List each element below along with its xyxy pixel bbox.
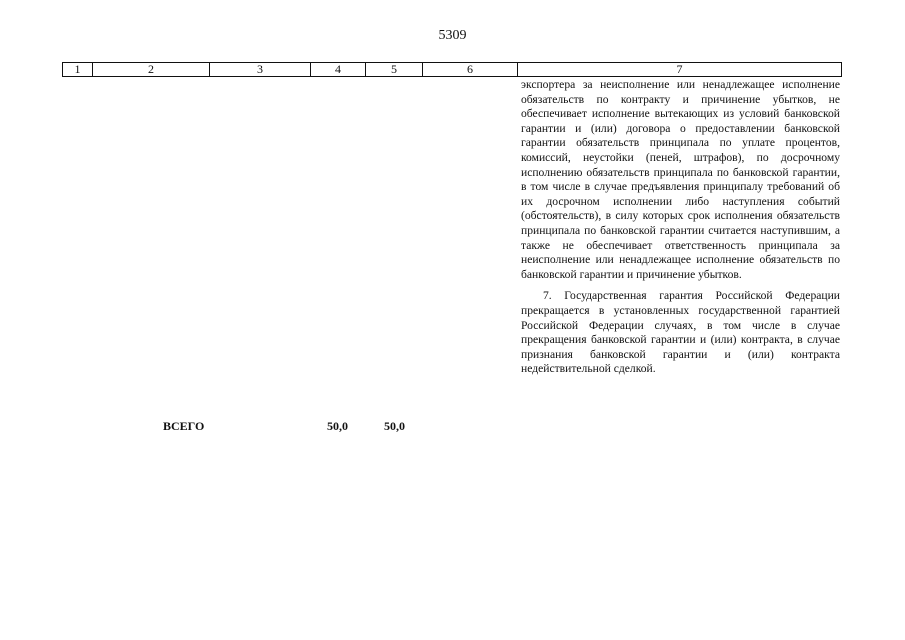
total-label: ВСЕГО — [163, 419, 205, 433]
total-column-4-value: 50,0 — [327, 419, 348, 433]
column-7-text — [521, 78, 840, 377]
column-header-1: 1 — [63, 63, 93, 76]
page-number: 5309 — [438, 28, 467, 43]
column-header-6: 6 — [423, 63, 518, 76]
paragraph-item-7: 7. Государственная гарантия Российской Федерации прекращается в установленных государственной гарантией Российской Федерации случаях, в том числе в случае прекращения банковской гарантии и (или) контракта, в случае признания банковской гарантии и (или) контракта недействительной сделкой. — [521, 289, 840, 376]
column-header-2: 2 — [93, 63, 210, 76]
total-column-5-value: 50,0 — [384, 419, 405, 433]
column-header-3: 3 — [210, 63, 311, 76]
column-header-4: 4 — [311, 63, 366, 76]
column-header-7: 7 — [676, 62, 683, 76]
table-header-row — [62, 62, 842, 77]
column-header-5: 5 — [366, 63, 423, 76]
paragraph-continuation: экспортера за неисполнение или ненадлежащее исполнение обязательств по контракту и причинение убытков, не обеспечивает исполнение вытекающих из условий банковской гарантии и (или) договора о предоставлении банковской гарантии обязательств принципала по уплате процентов, комиссий, неустойки (пеней, штрафов), по досрочному исполнению обязательств принципала по банковской гарантии, в том числе в случае предъявления принципалу требований об их досрочном исполнении либо наступления событий (обстоятельств), в силу которых срок исполнения обязательств принципала по банковской гарантии считается наступившим, а также не обеспечивает ответственность принципала за неисполнение или ненадлежащее исполнение обязательств по банковской гарантии и причинение убытков. — [521, 78, 840, 281]
